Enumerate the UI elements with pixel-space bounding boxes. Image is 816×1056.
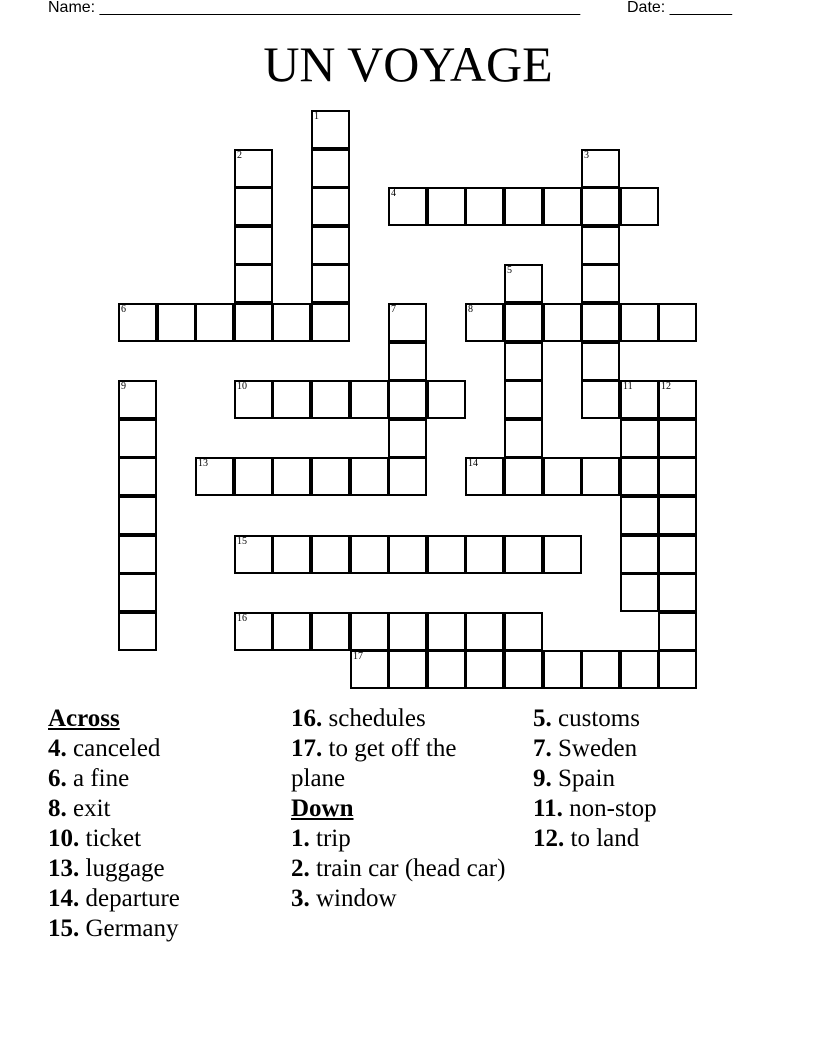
grid-cell[interactable] xyxy=(388,457,427,496)
clue-number: 5. xyxy=(533,705,552,732)
cell-number: 6 xyxy=(121,304,126,315)
grid-cell[interactable] xyxy=(234,380,273,419)
grid-cell[interactable] xyxy=(388,535,427,574)
clue-number: 13. xyxy=(48,855,80,882)
cell-number: 12 xyxy=(661,381,671,392)
clue-text: luggage xyxy=(85,855,165,882)
grid-cell[interactable] xyxy=(620,496,659,535)
across-clue-8 xyxy=(48,794,283,824)
clue-text: trip xyxy=(316,825,351,852)
grid-cell[interactable] xyxy=(543,303,582,342)
down-clue-9 xyxy=(533,764,768,794)
grid-cell[interactable] xyxy=(504,264,543,303)
grid-cell[interactable] xyxy=(427,650,466,689)
across-clue-10 xyxy=(48,824,283,854)
clue-text: to land xyxy=(570,825,640,852)
cell-number: 5 xyxy=(507,265,512,276)
grid-cell[interactable] xyxy=(118,457,157,496)
grid-cell[interactable] xyxy=(620,650,659,689)
grid-cell[interactable] xyxy=(311,264,350,303)
down-clue-3 xyxy=(291,884,516,914)
grid-cell[interactable] xyxy=(272,303,311,342)
clue-number: 1. xyxy=(291,825,310,852)
across-clue-17 xyxy=(291,734,516,794)
clue-text: customs xyxy=(558,705,640,732)
clue-text: train car (head car) xyxy=(316,855,506,882)
across-clue-16 xyxy=(291,704,516,734)
clue-column-1 xyxy=(48,704,283,944)
clue-number: 14. xyxy=(48,885,80,912)
grid-cell[interactable] xyxy=(543,535,582,574)
grid-cell[interactable] xyxy=(234,187,273,226)
grid-cell[interactable] xyxy=(350,535,389,574)
grid-cell[interactable] xyxy=(234,612,273,651)
grid-cell[interactable] xyxy=(658,573,697,612)
clue-number: 2. xyxy=(291,855,310,882)
grid-cell[interactable] xyxy=(272,535,311,574)
grid-cell[interactable] xyxy=(620,187,659,226)
grid-cell[interactable] xyxy=(311,612,350,651)
grid-cell[interactable] xyxy=(658,419,697,458)
cell-number: 4 xyxy=(391,188,396,199)
clue-text: non-stop xyxy=(569,795,657,822)
clue-text: canceled xyxy=(73,735,161,762)
clue-column-3 xyxy=(533,704,768,854)
clue-column-2 xyxy=(291,704,516,914)
name-field-label: Name: ______________________________________________________ xyxy=(48,0,581,16)
grid-cell[interactable] xyxy=(620,535,659,574)
grid-cell[interactable] xyxy=(581,342,620,381)
grid-cell[interactable] xyxy=(465,303,504,342)
down-clue-12 xyxy=(533,824,768,854)
across-clue-6 xyxy=(48,764,283,794)
grid-cell[interactable] xyxy=(658,380,697,419)
grid-cell[interactable] xyxy=(350,612,389,651)
clue-text: departure xyxy=(85,885,180,912)
grid-cell[interactable] xyxy=(427,380,466,419)
grid-cell[interactable] xyxy=(388,303,427,342)
grid-cell[interactable] xyxy=(118,380,157,419)
clue-number: 9. xyxy=(533,765,552,792)
cell-number: 7 xyxy=(391,304,396,315)
grid-cell[interactable] xyxy=(620,573,659,612)
grid-cell[interactable] xyxy=(118,419,157,458)
grid-cell[interactable] xyxy=(234,264,273,303)
grid-cell[interactable] xyxy=(504,342,543,381)
grid-cell[interactable] xyxy=(234,149,273,188)
clue-number: 7. xyxy=(533,735,552,762)
grid-cell[interactable] xyxy=(195,303,234,342)
grid-cell[interactable] xyxy=(465,650,504,689)
grid-cell[interactable] xyxy=(118,535,157,574)
grid-cell[interactable] xyxy=(311,380,350,419)
grid-cell[interactable] xyxy=(543,187,582,226)
cell-number: 13 xyxy=(198,458,208,469)
page-title: UN VOYAGE xyxy=(263,36,553,92)
clue-number: 16. xyxy=(291,705,323,732)
grid-cell[interactable] xyxy=(658,496,697,535)
clue-text: schedules xyxy=(328,705,426,732)
grid-cell[interactable] xyxy=(581,457,620,496)
grid-cell[interactable] xyxy=(658,535,697,574)
clue-number: 6. xyxy=(48,765,67,792)
grid-cell[interactable] xyxy=(620,419,659,458)
down-clue-5 xyxy=(533,704,768,734)
grid-cell[interactable] xyxy=(504,612,543,651)
grid-cell[interactable] xyxy=(311,110,350,149)
clue-text: Germany xyxy=(85,915,179,942)
grid-cell[interactable] xyxy=(658,650,697,689)
across-clue-15 xyxy=(48,914,283,944)
grid-cell[interactable] xyxy=(581,380,620,419)
grid-cell[interactable] xyxy=(581,264,620,303)
grid-cell[interactable] xyxy=(581,226,620,265)
grid-cell[interactable] xyxy=(234,303,273,342)
clue-number: 15. xyxy=(48,915,80,942)
down-clue-7 xyxy=(533,734,768,764)
grid-cell[interactable] xyxy=(543,650,582,689)
grid-cell[interactable] xyxy=(311,457,350,496)
down-clue-1 xyxy=(291,824,516,854)
date-field-label: Date: _______ xyxy=(627,0,732,16)
cell-number: 17 xyxy=(353,651,363,662)
cell-number: 11 xyxy=(623,381,633,392)
clue-number: 8. xyxy=(48,795,67,822)
cell-number: 8 xyxy=(468,304,473,315)
grid-cell[interactable] xyxy=(272,380,311,419)
grid-cell[interactable] xyxy=(388,380,427,419)
cell-number: 3 xyxy=(584,150,589,161)
grid-cell[interactable] xyxy=(504,419,543,458)
clue-number: 12. xyxy=(533,825,565,852)
grid-cell[interactable] xyxy=(465,612,504,651)
across-clue-14 xyxy=(48,884,283,914)
grid-cell[interactable] xyxy=(581,149,620,188)
clue-text: window xyxy=(316,885,397,912)
grid-cell[interactable] xyxy=(620,380,659,419)
down-clue-2 xyxy=(291,854,516,884)
clue-text: Sweden xyxy=(558,735,638,762)
grid-cell[interactable] xyxy=(157,303,196,342)
grid-cell[interactable] xyxy=(504,457,543,496)
grid-cell[interactable] xyxy=(504,187,543,226)
grid-cell[interactable] xyxy=(581,303,620,342)
grid-cell[interactable] xyxy=(350,457,389,496)
down-heading: Down xyxy=(291,795,354,822)
grid-cell[interactable] xyxy=(504,535,543,574)
grid-cell[interactable] xyxy=(272,612,311,651)
grid-cell[interactable] xyxy=(311,303,350,342)
cell-number: 9 xyxy=(121,381,126,392)
clue-text: Spain xyxy=(558,765,615,792)
grid-cell[interactable] xyxy=(620,457,659,496)
grid-cell[interactable] xyxy=(311,187,350,226)
grid-cell[interactable] xyxy=(350,650,389,689)
clue-number: 17. xyxy=(291,735,323,762)
clue-number: 10. xyxy=(48,825,80,852)
grid-cell[interactable] xyxy=(388,419,427,458)
grid-cell[interactable] xyxy=(658,457,697,496)
cell-number: 15 xyxy=(237,536,247,547)
clue-text: ticket xyxy=(85,825,142,852)
grid-cell[interactable] xyxy=(581,650,620,689)
grid-cell[interactable] xyxy=(543,457,582,496)
grid-cell[interactable] xyxy=(427,187,466,226)
grid-cell[interactable] xyxy=(388,650,427,689)
grid-cell[interactable] xyxy=(272,457,311,496)
grid-cell[interactable] xyxy=(620,303,659,342)
grid-cell[interactable] xyxy=(388,187,427,226)
grid-cell[interactable] xyxy=(234,535,273,574)
grid-cell[interactable] xyxy=(118,573,157,612)
cell-number: 10 xyxy=(237,381,247,392)
grid-cell[interactable] xyxy=(465,535,504,574)
grid-cell[interactable] xyxy=(234,226,273,265)
grid-cell[interactable] xyxy=(195,457,234,496)
clue-text: to get off the plane xyxy=(291,735,457,792)
grid-cell[interactable] xyxy=(311,149,350,188)
grid-cell[interactable] xyxy=(658,303,697,342)
grid-cell[interactable] xyxy=(118,303,157,342)
cell-number: 2 xyxy=(237,150,242,161)
grid-cell[interactable] xyxy=(388,342,427,381)
down-clue-11 xyxy=(533,794,768,824)
clue-text: a fine xyxy=(73,765,130,792)
grid-cell[interactable] xyxy=(311,535,350,574)
grid-cell[interactable] xyxy=(118,612,157,651)
cell-number: 1 xyxy=(314,111,319,122)
across-clue-4 xyxy=(48,734,283,764)
clue-text: exit xyxy=(73,795,111,822)
grid-cell[interactable] xyxy=(427,612,466,651)
grid-cell[interactable] xyxy=(504,303,543,342)
grid-cell[interactable] xyxy=(658,612,697,651)
grid-cell[interactable] xyxy=(388,612,427,651)
clue-number: 11. xyxy=(533,795,563,822)
across-heading: Across xyxy=(48,705,120,732)
grid-cell[interactable] xyxy=(427,535,466,574)
grid-cell[interactable] xyxy=(234,457,273,496)
grid-cell[interactable] xyxy=(465,187,504,226)
clue-number: 4. xyxy=(48,735,67,762)
grid-cell[interactable] xyxy=(118,496,157,535)
cell-number: 14 xyxy=(468,458,478,469)
across-clue-13 xyxy=(48,854,283,884)
grid-cell[interactable] xyxy=(465,457,504,496)
cell-number: 16 xyxy=(237,613,247,624)
grid-cell[interactable] xyxy=(504,380,543,419)
grid-cell[interactable] xyxy=(504,650,543,689)
grid-cell[interactable] xyxy=(581,187,620,226)
grid-cell[interactable] xyxy=(350,380,389,419)
clue-number: 3. xyxy=(291,885,310,912)
grid-cell[interactable] xyxy=(311,226,350,265)
